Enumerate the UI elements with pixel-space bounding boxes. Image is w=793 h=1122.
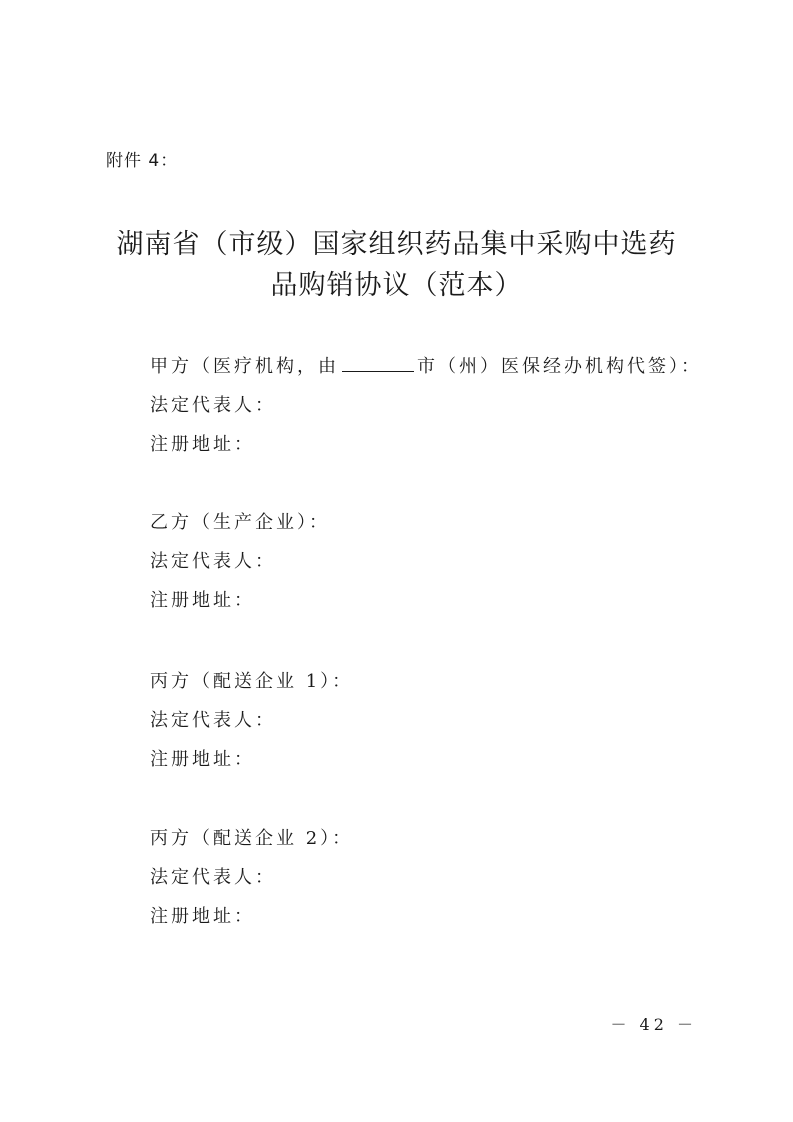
party-a-block [150, 347, 702, 464]
party-c1-legal-rep-label: 法定代表人： [150, 710, 276, 731]
party-b-legal-rep-label: 法定代表人： [150, 551, 276, 572]
party-c2-legal-rep-label: 法定代表人： [150, 867, 276, 888]
party-a-heading-prefix: 甲方（医疗机构，由 [150, 356, 339, 377]
party-c1-heading: 丙方（配送企业 1）： [150, 671, 354, 692]
party-c2-block [150, 819, 353, 936]
party-a-legal-rep-label: 法定代表人： [150, 395, 276, 416]
party-c2-address-label: 注册地址： [150, 906, 255, 927]
party-a-address-label: 注册地址： [150, 434, 255, 455]
party-c1-address-label: 注册地址： [150, 749, 255, 770]
party-b-heading: 乙方（生产企业）： [150, 512, 330, 533]
city-blank-field [342, 349, 414, 372]
page-number: － 42 － [610, 1015, 697, 1034]
party-a-heading-suffix: 市（州）医保经办机构代签）： [417, 356, 702, 377]
document-title-line-1: 湖南省（市级）国家组织药品集中采购中选药 [116, 229, 677, 260]
party-c1-block [150, 662, 353, 779]
attachment-label: 附件 4： [106, 151, 179, 171]
party-c2-heading: 丙方（配送企业 2）： [150, 828, 354, 849]
party-a-heading [150, 347, 702, 386]
party-b-address-label: 注册地址： [150, 590, 255, 611]
document-title-line-2: 品购销协议（范本） [270, 270, 523, 301]
party-b-block [150, 503, 330, 620]
